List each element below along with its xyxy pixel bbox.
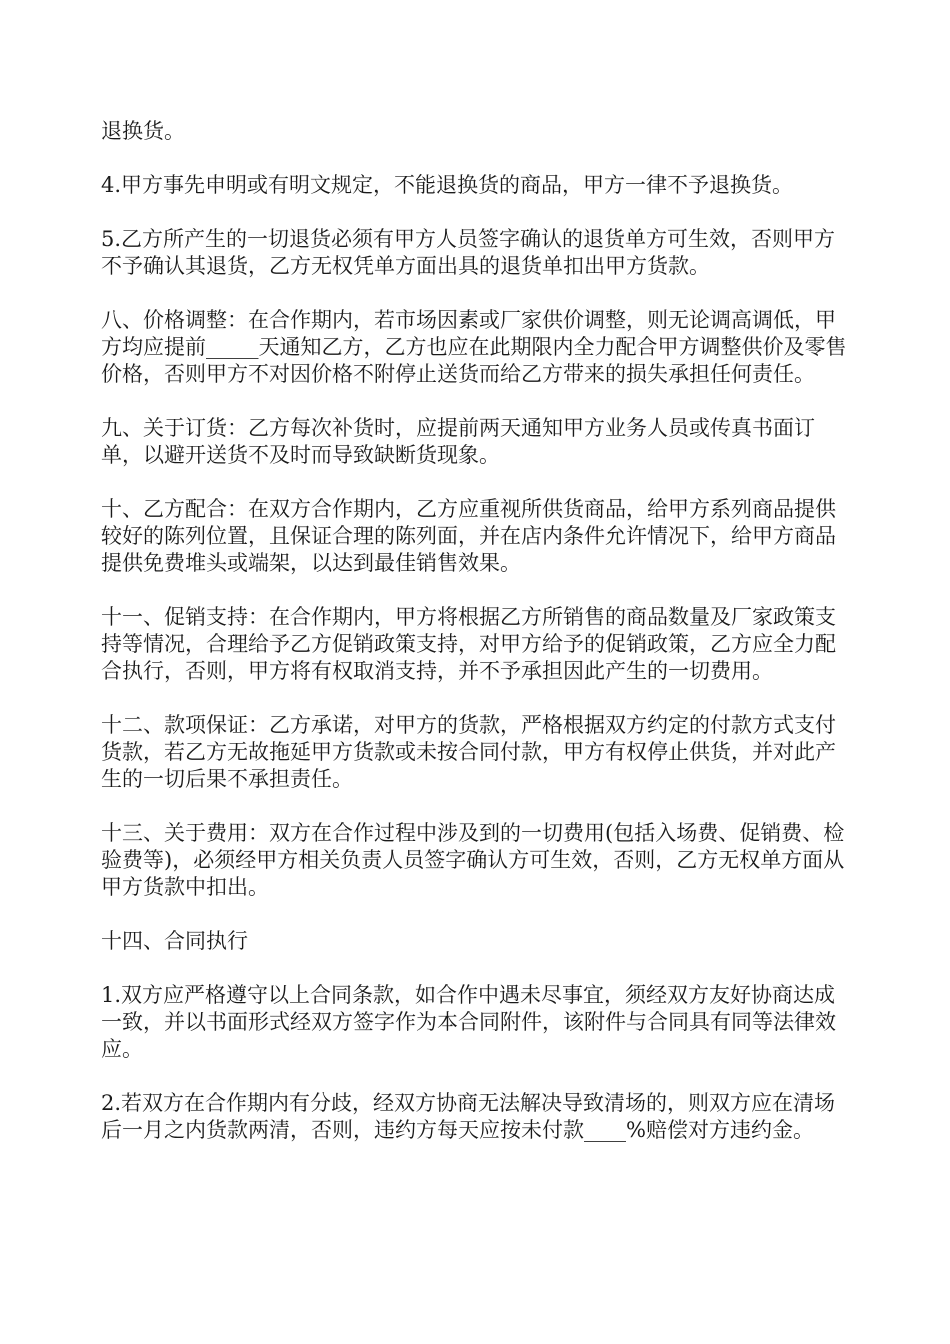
- section-heading-14: 十四、合同执行: [101, 929, 248, 953]
- document-body: [101, 118, 853, 1144]
- paragraph-section-14-item-2: 2.若双方在合作期内有分歧，经双方协商无法解决导致清场的，则双方应在清场后一月之内货款两清，否则，违约方每天应按未付款____%赔偿对方违约金。: [101, 1091, 836, 1142]
- paragraph-section-9-ordering: 九、关于订货：乙方每次补货时，应提前两天通知甲方业务人员或传真书面订单，以避开送货不及时而导致缺断货现象。: [101, 416, 815, 467]
- paragraph-return-goods-tail: 退换货。: [101, 119, 185, 143]
- paragraph-section-10-cooperation: 十、乙方配合：在双方合作期内，乙方应重视所供货商品，给甲方系列商品提供较好的陈列位置，且保证合理的陈列面，并在店内条件允许情况下，给甲方商品提供免费堆头或端架，以达到最佳销售效果。: [101, 497, 836, 575]
- paragraph-clause-4: 4.甲方事先申明或有明文规定，不能退换货的商品，甲方一律不予退换货。: [101, 173, 794, 197]
- paragraph-section-14-item-1: 1.双方应严格遵守以上合同条款，如合作中遇未尽事宜，须经双方友好协商达成一致，并以书面形式经双方签字作为本合同附件，该附件与合同具有同等法律效应。: [101, 983, 836, 1061]
- paragraph-section-12-payment: 十二、款项保证：乙方承诺，对甲方的货款，严格根据双方约定的付款方式支付货款，若乙方无故拖延甲方货款或未按合同付款，甲方有权停止供货，并对此产生的一切后果不承担责任。: [101, 713, 836, 791]
- paragraph-section-11-promotion: 十一、促销支持：在合作期内，甲方将根据乙方所销售的商品数量及厂家政策支持等情况，合理给予乙方促销政策支持，对甲方给予的促销政策，乙方应全力配合执行，否则，甲方将有权取消支持，并不予承担因此产生的一切费用。: [101, 605, 836, 683]
- paragraph-clause-5: 5.乙方所产生的一切退货必须有甲方人员签字确认的退货单方可生效，否则甲方不予确认其退货，乙方无权凭单方面出具的退货单扣出甲方货款。: [101, 227, 836, 278]
- paragraph-section-8-price-adjustment: 八、价格调整：在合作期内，若市场因素或厂家供价调整，则无论调高调低，甲方均应提前_____天通知乙方，乙方也应在此期限内全力配合甲方调整供价及零售价格，否则甲方不对因价格不附停止送货而给乙方带来的损失承担任何责任。: [101, 308, 847, 386]
- paragraph-section-13-fees: 十三、关于费用：双方在合作过程中涉及到的一切费用(包括入场费、促销费、检验费等)，必须经甲方相关负责人员签字确认方可生效，否则，乙方无权单方面从甲方货款中扣出。: [101, 821, 845, 899]
